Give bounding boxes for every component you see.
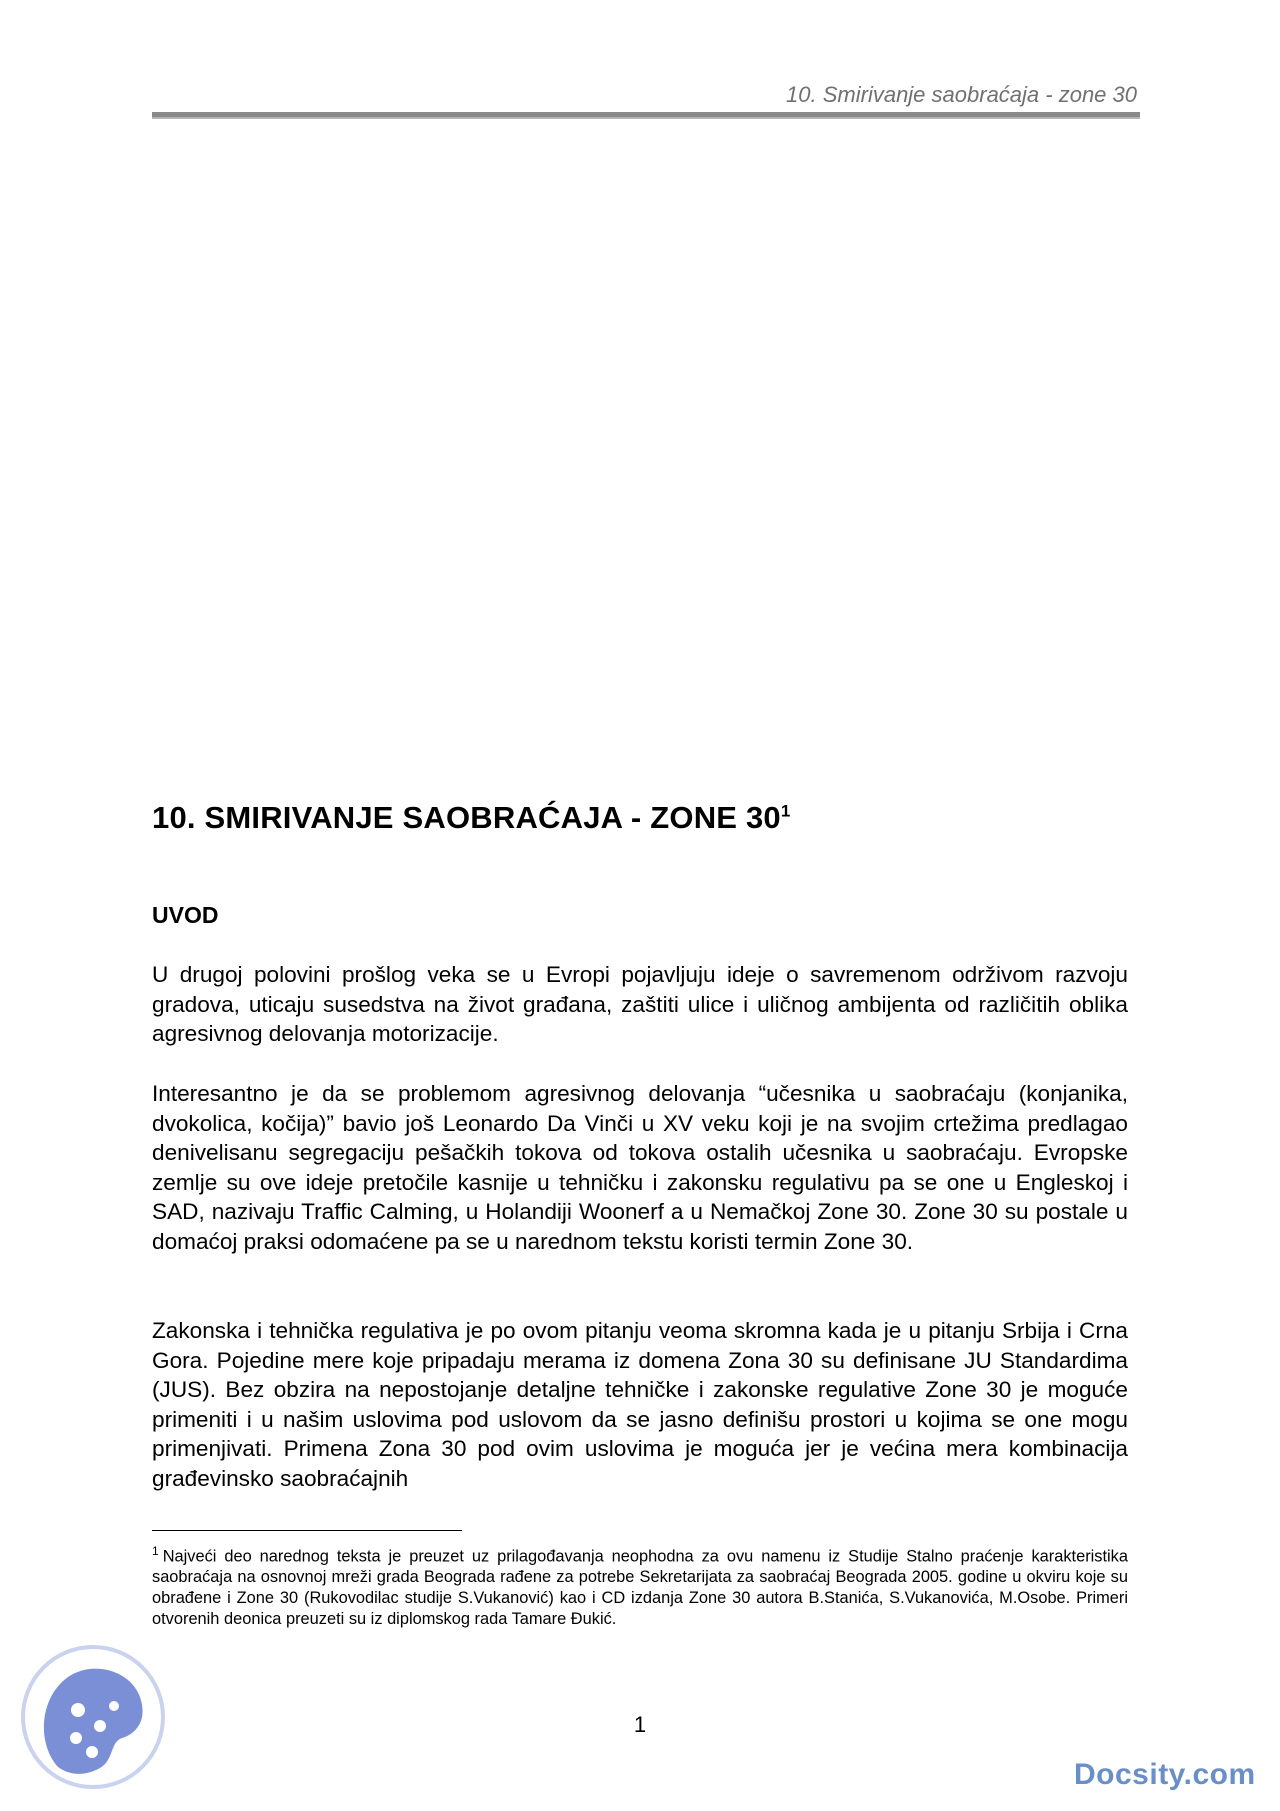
footnote [152,1541,1128,1630]
footnote-text: Najveći deo narednog teksta je preuzet uz prilagođavanja neophodna za ovu namenu iz Studije Stalno praćenje karakteristika saobraćaja na osnovnoj mreži grada Beograda rađene za potrebe Sekretarijata za saobraćaj Beograda 2005. godine u okviru koje su obrađene i Zone 30 (Rukovodilac studije S.Vukanović) kao i CD izdanja Zone 30 autora B.Stanića, S.Vukanovića, M.Osobe. Primeri otvorenih deonica preuzeti su iz diplomskog rada Tamare Đukić. [152,1547,1128,1629]
header-rule [152,112,1140,119]
docsity-brand: Docsity.com [1074,1758,1256,1791]
chapter-title [152,800,791,836]
docsity-logo-icon [18,1642,168,1792]
running-header: 10. Smirivanje saobraćaja - zone 30 [786,82,1137,107]
footnote-number: 1 [152,1544,159,1558]
footnote-rule [152,1530,462,1531]
paragraph-regulation: Zakonska i tehnička regulativa je po ovom pitanju veoma skromna kada je u pitanju Srbija i Crna Gora. Pojedine mere koje pripadaju merama iz domena Zona 30 su definisane JU Standardima (JUS). Bez obzira na nepostojanje detaljne tehničke i zakonske regulative Zone 30 je moguće primeniti i u našim uslovima pod uslovom da se jasno definišu prostori u kojima se one mogu primenjivati. Primena Zona 30 pod ovim uslovima je moguća jer je većina mera kombinacija građevinsko saobraćajnih [152,1318,1128,1491]
paragraph-intro: U drugoj polovini prošlog veka se u Evropi pojavljuju ideje o savremenom održivom razvoju gradova, uticaju susedstva na život građana, zaštiti ulice i uličnog ambijenta od različitih oblika agresivnog delovanja motorizacije. [152,962,1128,1046]
page-number: 1 [633,1712,647,1737]
chapter-title-text: 10. SMIRIVANJE SAOBRAĆAJA - ZONE 30 [152,800,781,835]
section-heading: UVOD [152,902,219,928]
footnote-reference[interactable]: 1 [780,801,791,821]
paragraph-history: Interesantno je da se problemom agresivnog delovanja “učesnika u saobraćaju (konjanika, dvokolica, kočija)” bavio još Leonardo Da Vinči u XV veku koji je na svojim crtežima predlagao denivelisanu segregaciju pešačkih tokova od tokova ostalih učesnika u saobraćaju. Evropske zemlje su ove ideje pretočile kasnije u tehničku i zakonsku regulativu pa se one u Engleskoj i SAD, nazivaju Traffic Calming, u Holandiji Woonerf a u Nemačkoj Zone 30. Zone 30 su postale u domaćoj praksi odomaćene pa se u narednom tekstu koristi termin Zone 30. [152,1081,1128,1254]
